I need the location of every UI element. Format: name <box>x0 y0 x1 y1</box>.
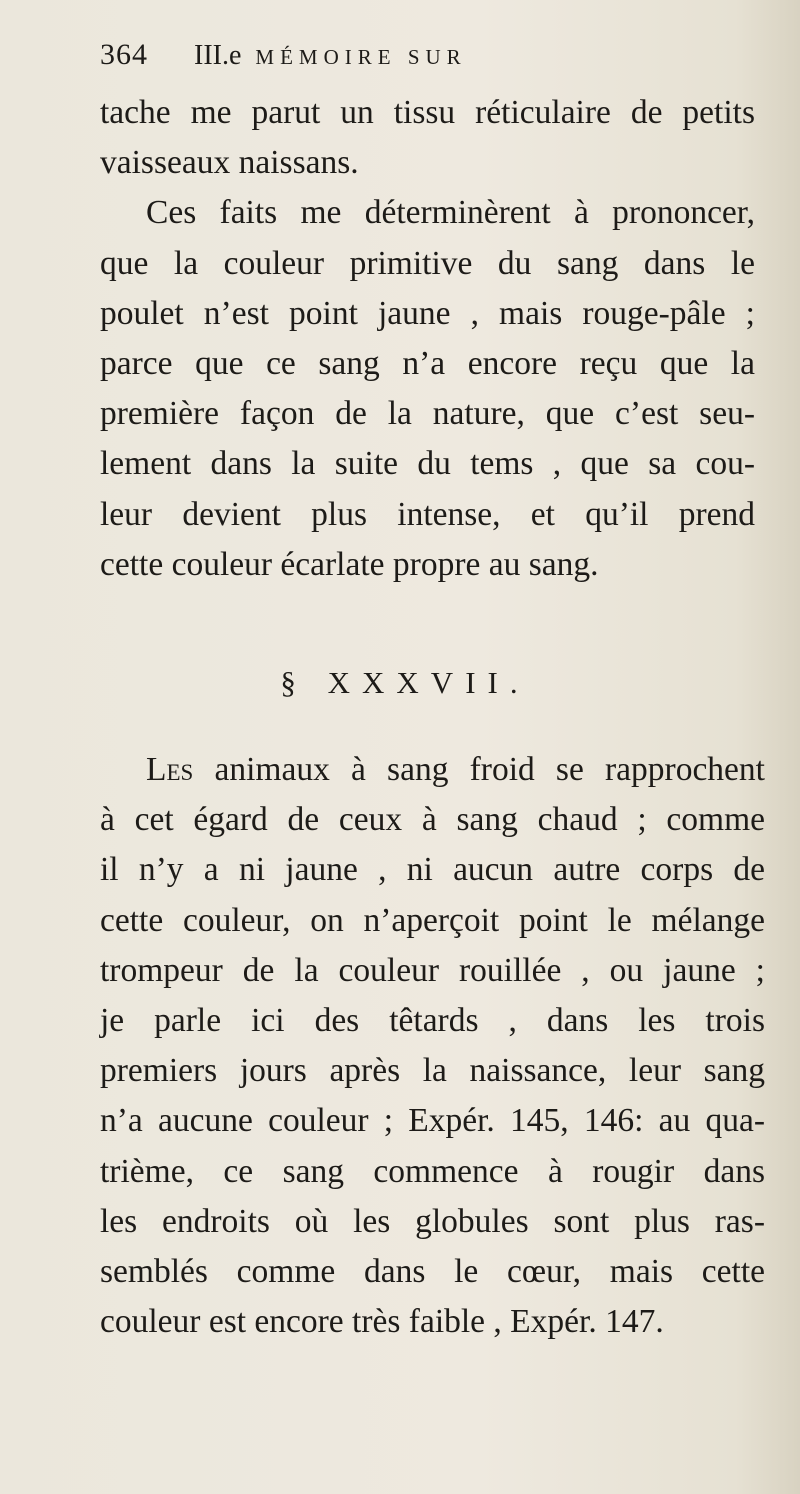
text-line: poulet n’est point jaune , mais rouge-pâle ; <box>100 294 755 332</box>
text-line: les endroits où les globules sont plus ras- <box>100 1202 765 1240</box>
text-line: vaisseaux naissans. <box>100 144 359 182</box>
text-line: premiers jours après la naissance, leur sang <box>100 1052 765 1090</box>
text-line: je parle ici des têtards , dans les trois <box>100 1002 765 1040</box>
text-line: que la couleur primitive du sang dans le <box>100 244 755 282</box>
text-line: couleur est encore très faible , Expér. 147. <box>100 1303 664 1341</box>
text-line: trième, ce sang commence à rougir dans <box>100 1152 765 1190</box>
section-heading: § XXXVII. <box>280 665 530 700</box>
text-line-first <box>100 745 765 795</box>
body-text-upper <box>100 88 755 590</box>
text-line: lement dans la suite du tems , que sa cou- <box>100 445 755 483</box>
page-header <box>100 38 760 88</box>
text-line: n’a aucune couleur ; Expér. 145, 146: au qua- <box>100 1102 765 1140</box>
body-text-lower <box>100 745 765 1347</box>
text-line: à cet égard de ceux à sang chaud ; comme <box>100 801 765 839</box>
text-line: parce que ce sang n’a encore reçu que la <box>100 345 755 383</box>
page-number: 364 <box>100 38 148 71</box>
running-title: MÉMOIRE SUR <box>255 45 467 69</box>
text-line: cette couleur, on n’aperçoit point le mélange <box>100 901 765 939</box>
text-line: semblés comme dans le cœur, mais cette <box>100 1253 765 1291</box>
small-caps-lead: Les <box>146 751 194 788</box>
text-line: trompeur de la couleur rouillée , ou jaune ; <box>100 951 765 989</box>
text-line: première façon de la nature, que c’est seu- <box>100 395 755 433</box>
text-line: tache me parut un tissu réticulaire de petits <box>100 94 755 131</box>
text-line-rest: animaux à sang froid se rapprochent <box>193 751 765 788</box>
text-line: leur devient plus intense, et qu’il prend <box>100 495 755 533</box>
running-title-part: III.e <box>194 40 242 71</box>
text-line: il n’y a ni jaune , ni aucun autre corps de <box>100 851 765 889</box>
text-line: cette couleur écarlate propre au sang. <box>100 545 599 583</box>
text-line: Ces faits me déterminèrent à prononcer, <box>146 194 755 232</box>
